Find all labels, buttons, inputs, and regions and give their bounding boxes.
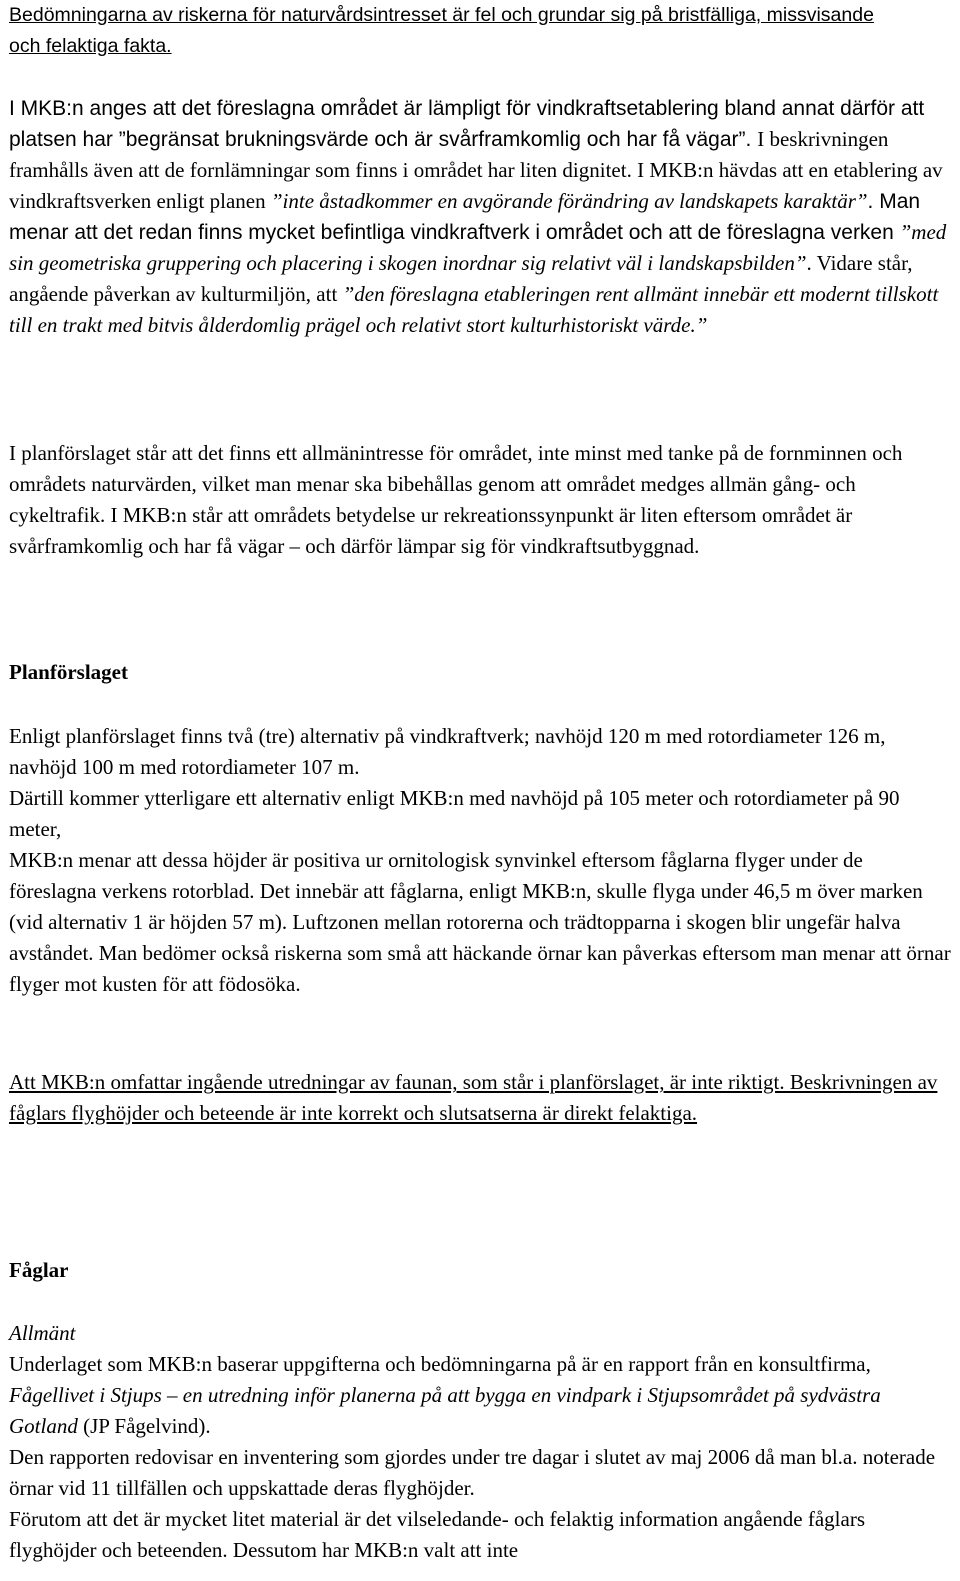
- report-title: Fågellivet i Stjups – en utredning inför planerna på att bygga en vindpark i Stjupsområdet på sydvästra Gotland: [9, 1383, 881, 1438]
- mkb-quote-landscape: ”inte åstadkommer en avgörande förändring av landskapets karaktär”: [270, 189, 868, 213]
- paragraph-risk-assessment: [9, 0, 879, 62]
- plan-alternatives-line-2: Därtill kommer ytterligare ett alternativ enligt MKB:n med navhöjd på 105 meter och rotordiameter på 90 meter,: [9, 786, 900, 841]
- heading-faglar: Fåglar: [9, 1258, 69, 1282]
- plan-alternatives-line-3: MKB:n menar att dessa höjder är positiva ur ornitologisk synvinkel eftersom fåglarna flyger under de föreslagna verkens rotorblad. Det innebär att fåglarna, enligt MKB:n, skulle flyga under 46,5 m över marken (vid alternativ 1 är höjden 57 m). Luftzonen mellan rotorerna och trädtopparna i skogen blir ungefär halva avståndet. Man bedömer också riskerna som små att häckande örnar kan påverkas eftersom man menar att örnar flyger mot kusten för att födosöka.: [9, 848, 951, 996]
- paragraph-public-interest: [9, 438, 951, 562]
- subheading-allmant: Allmänt: [9, 1321, 76, 1345]
- mkb-claim-text-c: I MKB:n hävdas att en etablering av vindkraftsverken enligt planen: [9, 158, 943, 213]
- mkb-claim-text-a: I MKB:n anges att det föreslagna området är lämpligt för vindkraftsetablering bland annat därför att platsen har ”begränsat brukningsvärde och är svårframkomlig och har få vägar”.: [9, 97, 925, 151]
- bird-report-text-a: Underlaget som MKB:n baserar uppgifterna och bedömningarna på är en rapport från en konsultfirma,: [9, 1352, 871, 1376]
- mkb-claim-text-e: . Man menar att det redan finns mycket befintliga vindkraftverk i området och att de föreslagna verken: [9, 190, 921, 244]
- plan-alternatives-line-1: Enligt planförslaget finns två (tre) alternativ på vindkraftverk; navhöjd 120 m med rotordiameter 126 m, navhöjd 100 m med rotordiameter 107 m.: [9, 724, 886, 779]
- paragraph-fauna-critique: [9, 1067, 951, 1129]
- mkb-claim-text-g: . Vidare står, angående påverkan av kulturmiljön, att: [9, 251, 913, 306]
- mkb-claim-text-b: I beskrivningen framhålls även att de fornlämningar som finns i området har liten dignitet.: [9, 127, 889, 182]
- mkb-quote-culture: ”den föreslagna etableringen rent allmänt innebär ett modernt tillskott till en trakt med bitvis ålderdomlig prägel och relativt stort kulturhistoriskt värde.”: [9, 282, 939, 337]
- fauna-critique-text: Att MKB:n omfattar ingående utredningar av faunan, som står i planförslaget, är inte riktigt. Beskrivningen av fåglars flyghöjder och beteende är inte korrekt och slutsatserna är direkt felaktiga.: [9, 1070, 938, 1125]
- mkb-quote-geometry: ”med sin geometriska gruppering och placering i skogen inordnar sig relativt väl i landskapsbilden”: [9, 220, 947, 275]
- bird-report-text-c: (JP Fågelvind).: [77, 1414, 211, 1438]
- bird-report-line-1: [9, 1349, 951, 1442]
- paragraph-plan-alternatives: [9, 721, 951, 1000]
- bird-report-line-2: Den rapporten redovisar en inventering som gjordes under tre dagar i slutet av maj 2006 då man bl.a. noterade örnar vid 11 tillfällen och uppskattade deras flyghöjder.: [9, 1445, 936, 1500]
- bird-report-line-3: Förutom att det är mycket litet material är det vilseledande- och felaktig information angående fåglars flyghöjder och beteenden. Dessutom har MKB:n valt att inte: [9, 1507, 866, 1562]
- paragraph-mkb-claims: [9, 93, 951, 341]
- public-interest-text: I planförslaget står att det finns ett allmänintresse för området, inte minst med tanke på de fornminnen och områdets naturvärden, vilket man menar ska bibehållas genom att området medges allmän gång- och cykeltrafik. I MKB:n står att områdets betydelse ur rekreationssynpunkt är liten eftersom området är svårframkomlig och har få vägar – och därför lämpar sig för vindkraftsutbyggnad.: [9, 441, 903, 558]
- heading-planforslaget: Planförslaget: [9, 660, 128, 684]
- risk-assessment-text: Bedömningarna av riskerna för naturvårdsintresset är fel och grundar sig på bristfälliga, missvisande och felaktiga fakta.: [9, 4, 874, 57]
- paragraph-bird-report: [9, 1349, 951, 1566]
